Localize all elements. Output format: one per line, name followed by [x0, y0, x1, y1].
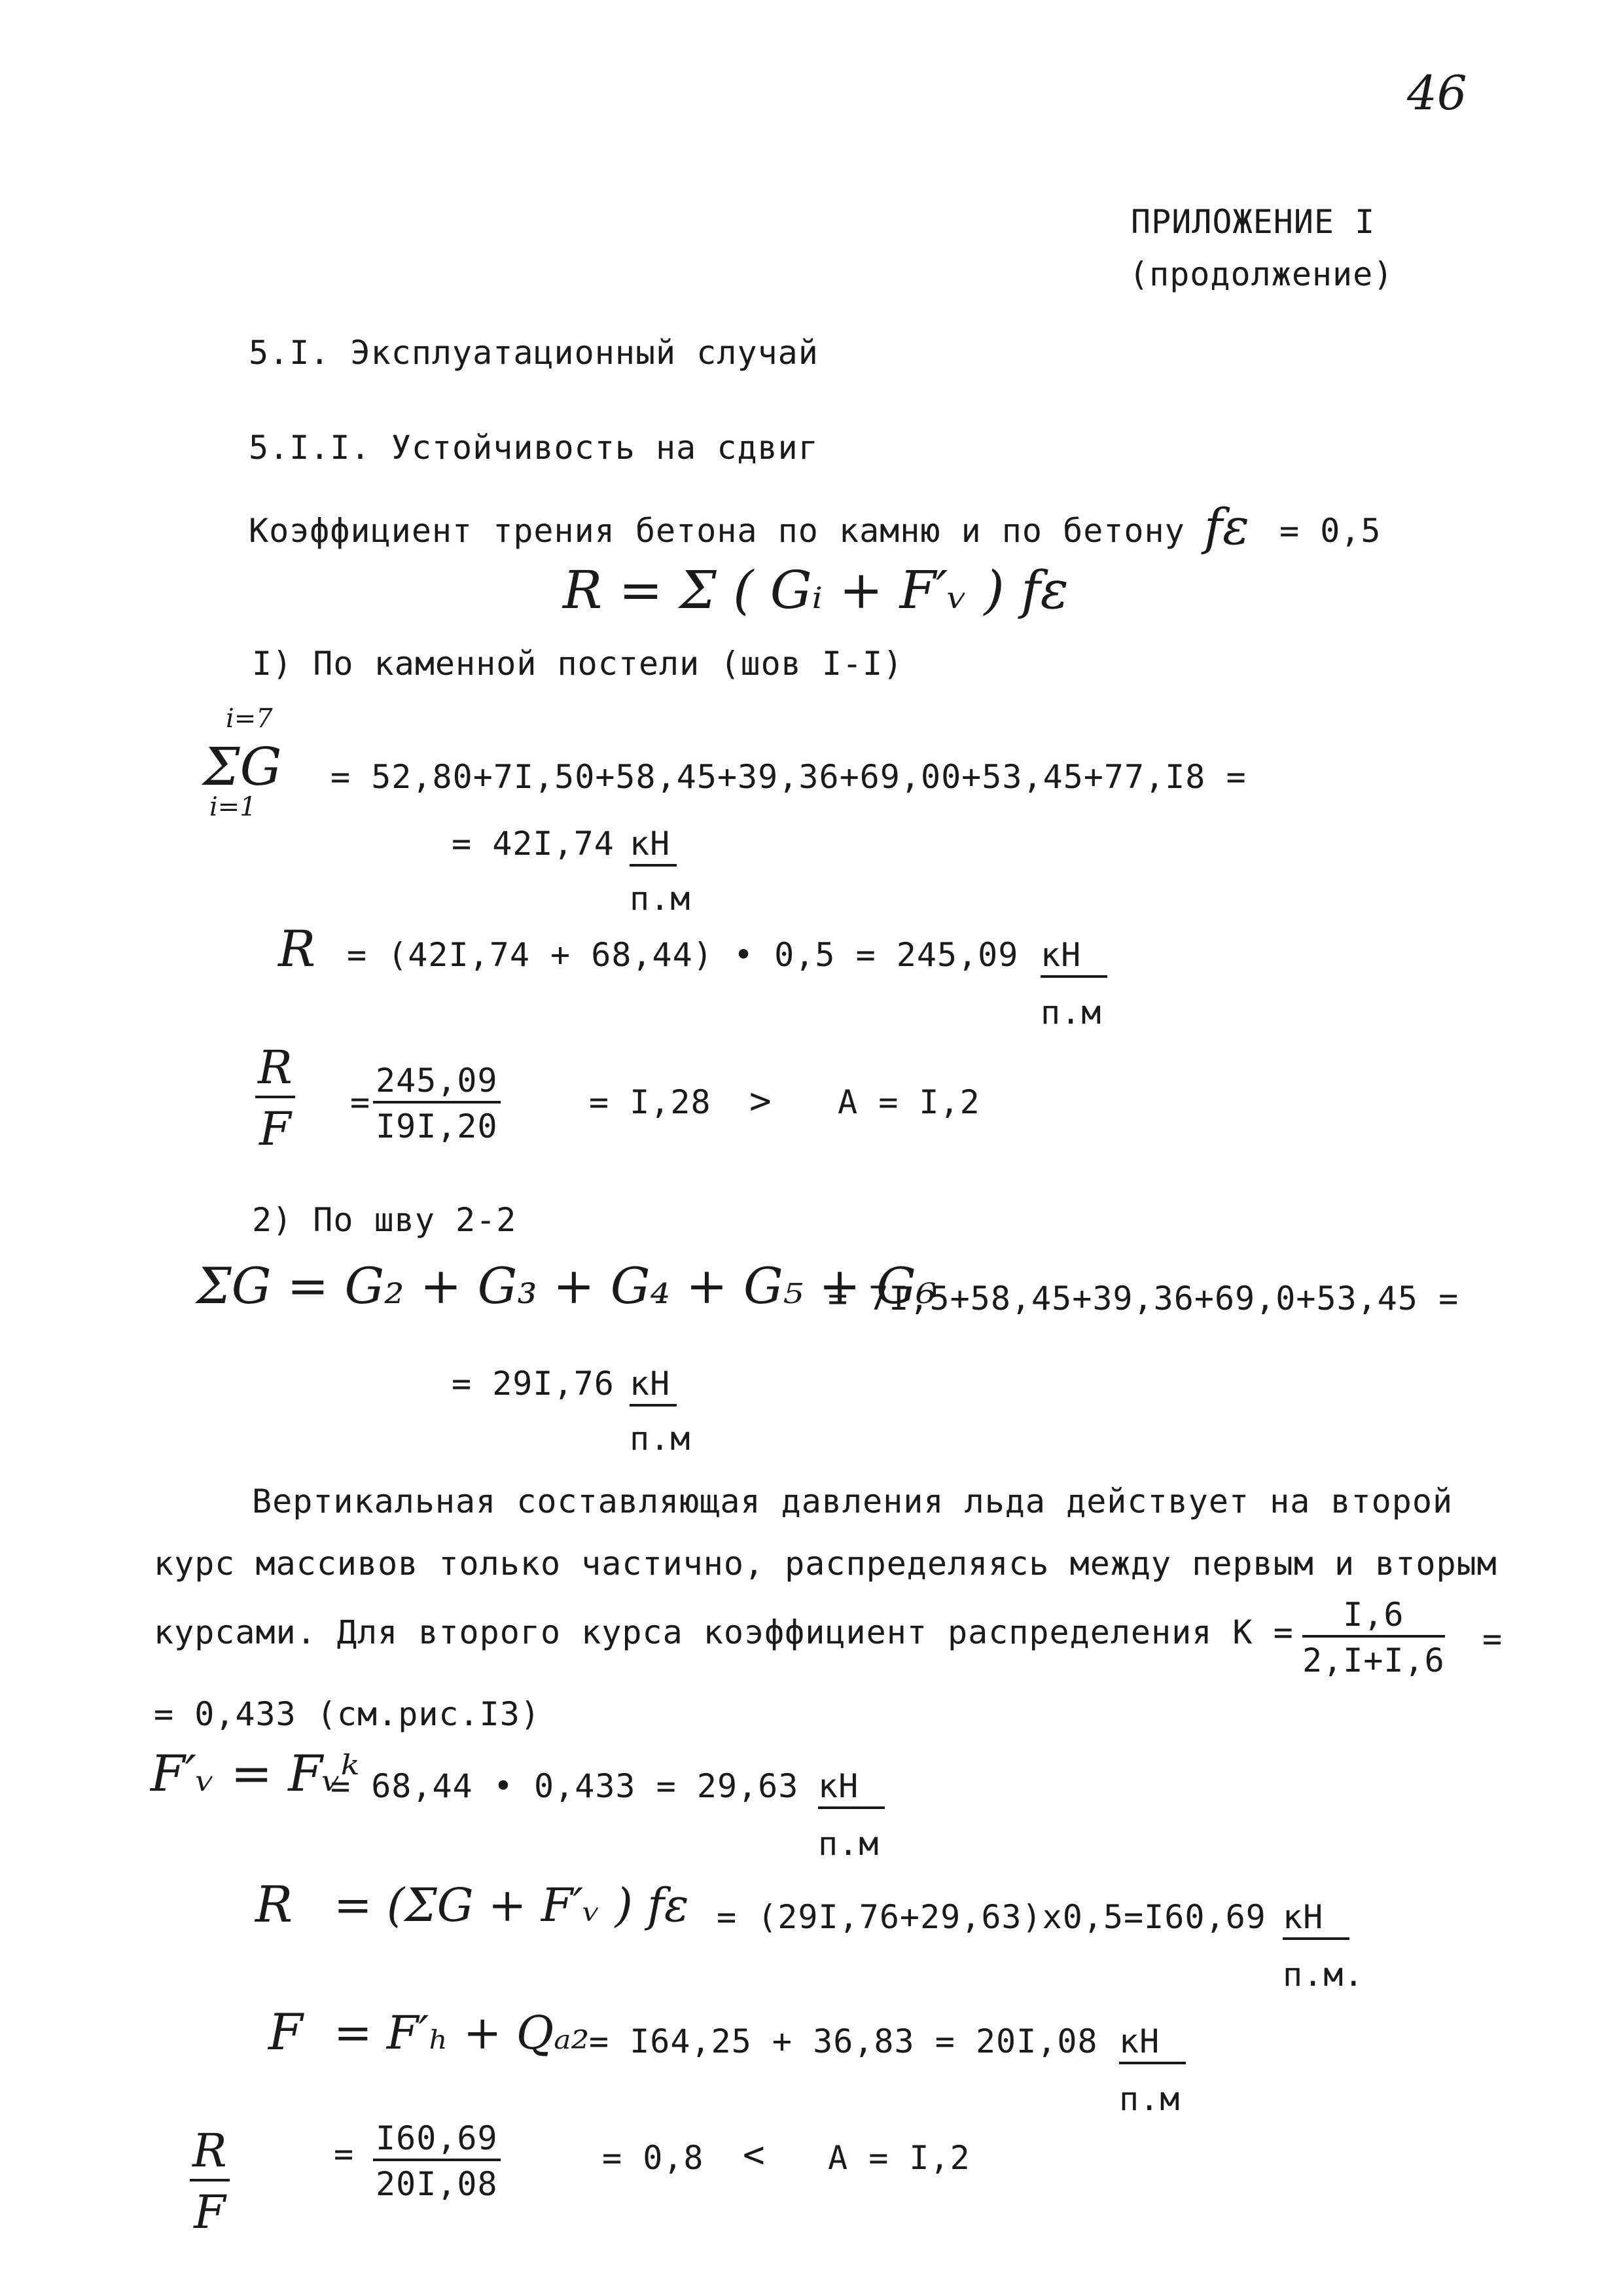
unit-numerator: кН [630, 1365, 677, 1407]
unit-numerator: кН [1119, 2022, 1186, 2064]
unit-numerator: кН [630, 825, 677, 867]
f-lhs: F [268, 2003, 303, 2061]
equals-sign: = [334, 2135, 355, 2173]
case2-ratio-compare: < [743, 2134, 766, 2176]
k-numerator: I,6 [1302, 1596, 1445, 1638]
case2-sum-result: = 29I,76 [452, 1365, 615, 1403]
sum-upper-limit: i=7 [226, 704, 273, 734]
paragraph-line-4: = 0,433 (см.рис.I3) [154, 1695, 541, 1733]
case1-r-unit [1041, 936, 1107, 1031]
equals-sign: = [350, 1083, 371, 1121]
case1-sum-unit [630, 825, 690, 918]
case1-sum-symbol: ΣG [203, 736, 282, 797]
unit-denominator: п.м [630, 1420, 691, 1458]
case1-r-symbol: R [278, 920, 316, 978]
appendix-subtitle: (продолжение) [1129, 255, 1394, 293]
unit-denominator: п.м. [1283, 1956, 1364, 1994]
paragraph-line-3: курсами. Для второго курса коэффициент распределения К = [154, 1613, 1294, 1651]
ratio-denominator: F [259, 1102, 291, 1156]
case2-sum-lhs: ΣG = G₂ + G₃ + G₄ + G₅ + G₆ [196, 1257, 936, 1315]
ratio-denominator: F [194, 2185, 226, 2239]
r2-lhs: R [255, 1875, 293, 1933]
case1-ratio-values [373, 1062, 501, 1145]
case2-heading: 2) По шву 2-2 [252, 1201, 517, 1239]
r2-unit [1283, 1898, 1364, 1994]
friction-text: Коэффициент трения бетона по камню и по бетону [249, 512, 1185, 550]
k-fraction [1302, 1596, 1445, 1679]
main-formula: R = Σ ( Gᵢ + F′ᵥ ) fε [563, 560, 1069, 620]
fv-expression: = 68,44 • 0,433 = 29,63 [330, 1767, 799, 1805]
case1-sum-expression: = 52,80+7I,50+58,45+39,36+69,00+53,45+77,I8 = [330, 758, 1247, 796]
unit-numerator: кН [818, 1767, 885, 1809]
case2-ratio-result: = 0,8 [602, 2139, 704, 2177]
page-number: 46 [1407, 65, 1467, 120]
f-unit [1119, 2022, 1186, 2118]
case1-r-expression: = (42I,74 + 68,44) • 0,5 = 245,09 [347, 936, 1019, 974]
unit-numerator: кН [1041, 936, 1107, 978]
ratio-value-numerator: 245,09 [373, 1062, 501, 1103]
case1-ratio-a: A = I,2 [838, 1083, 980, 1121]
case2-sum-expression: = 7I,5+58,45+39,36+69,0+53,45 = [828, 1280, 1459, 1318]
paragraph-line-1: Вертикальная составляющая давления льда действует на второй [252, 1482, 1454, 1520]
case1-heading: I) По каменной постели (шов I-I) [252, 645, 904, 683]
k-equals: = [1482, 1620, 1503, 1658]
case2-sum-unit [630, 1365, 690, 1458]
section-heading-5-1: 5.I. Эксплуатационный случай [249, 334, 819, 372]
unit-denominator: п.м [1119, 2080, 1181, 2118]
unit-numerator: кН [1283, 1898, 1349, 1940]
r2-formula: = (ΣG + F′ᵥ ) fε [334, 1878, 689, 1932]
ratio-value-denominator: I9I,20 [376, 1107, 498, 1145]
section-heading-5-1-1: 5.I.I. Устойчивость на сдвиг [249, 429, 819, 467]
case2-ratio-values [373, 2119, 501, 2203]
k-denominator: 2,I+I,6 [1302, 1641, 1445, 1679]
case1-ratio-symbol [255, 1041, 295, 1156]
case2-ratio-symbol [190, 2124, 230, 2239]
unit-denominator: п.м [1041, 994, 1102, 1031]
friction-symbol: fε [1204, 497, 1249, 556]
friction-value: = 0,5 [1279, 512, 1382, 550]
unit-denominator: п.м [630, 880, 691, 918]
sum-lower-limit: i=1 [209, 792, 257, 822]
unit-denominator: п.м [818, 1825, 880, 1863]
f-expression: = I64,25 + 36,83 = 20I,08 [589, 2022, 1098, 2060]
f-formula: = F′ₕ + Qₐ₂ [334, 2006, 590, 2060]
ratio-value-denominator: 20I,08 [376, 2165, 498, 2203]
appendix-title: ПРИЛОЖЕНИЕ I [1131, 203, 1376, 241]
case2-ratio-a: A = I,2 [828, 2139, 971, 2177]
case1-sum-result: = 42I,74 [452, 825, 615, 863]
case1-ratio-compare: > [749, 1080, 772, 1122]
ratio-numerator: R [190, 2124, 230, 2181]
fv-unit [818, 1767, 885, 1863]
ratio-numerator: R [255, 1041, 295, 1098]
r2-expression: = (29I,76+29,63)x0,5=I60,69 [717, 1898, 1266, 1936]
paragraph-line-2: курс массивов только частично, распределяясь между первым и вторым [154, 1545, 1497, 1583]
ratio-value-numerator: I60,69 [373, 2119, 501, 2161]
fv-lhs: F′ᵥ = Fᵥᵏ [151, 1744, 360, 1803]
case1-ratio-result: = I,28 [589, 1083, 711, 1121]
